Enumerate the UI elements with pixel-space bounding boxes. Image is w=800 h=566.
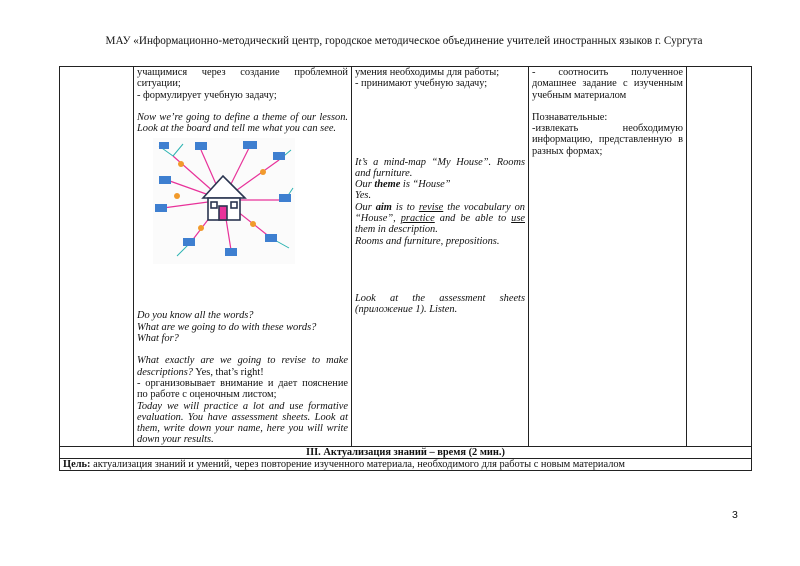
section-goal: Цель: актуализация знаний и умений, через повторение изученного материала, необходимого для работы с новым материалом (60, 459, 752, 471)
uud-line: - соотносить полученное домашнее задание с изученным учебным материалом (532, 67, 683, 101)
teacher-question-answer: What exactly are we going to revise to make descriptions? Yes, that’s right! (137, 355, 348, 378)
teacher-question: What for? (137, 333, 179, 345)
students-theme: Our theme is “House” (355, 179, 451, 191)
page-number: 3 (732, 509, 738, 521)
students-answer: Rooms and furniture, prepositions. (355, 235, 500, 247)
table-row (60, 67, 752, 447)
table-row (60, 446, 752, 458)
uud-line: -извлекать необходимую информацию, представленную в разных формах; (532, 123, 683, 157)
teacher-line: учащимися через создание проблемной ситуации; (137, 67, 348, 90)
students-yes: Yes. (355, 190, 372, 202)
students-line: - принимают учебную задачу; (355, 78, 488, 90)
students-answer: It’s a mind-map “My House”. Rooms and furniture. (355, 156, 525, 179)
teacher-today: Today we will practice a lot and use formative evaluation. You have assessment sheets. Look at them, write down your name, here you will write down your results. (137, 400, 348, 446)
students-activity-cell (352, 67, 529, 447)
notes-cell (687, 67, 752, 447)
students-aim: Our aim is to revise the vocabulary on “House”, practice and be able to use them in description. (355, 201, 526, 236)
teacher-question: Do you know all the words? (137, 310, 254, 322)
teacher-activity-cell (134, 67, 352, 447)
uud-heading: Познавательные: (532, 111, 608, 123)
students-line: умения необходимы для работы; (355, 67, 500, 78)
table-row (60, 459, 752, 471)
mind-map-image (153, 138, 295, 264)
students-answer: Look at the assessment sheets (приложение 1). Listen. (355, 292, 525, 316)
teacher-question: What are we going to do with these words? (137, 321, 317, 333)
teacher-line: - формулирует учебную задачу; (137, 89, 277, 101)
uud-cell (529, 67, 687, 447)
teacher-prompt: Now we’re going to define a theme of our lesson. Look at the board and tell me what you can see. (137, 111, 348, 135)
lesson-plan-table (59, 66, 752, 471)
teacher-instruction: - организовывает внимание и дает пояснение по работе с оценочным листом; (137, 377, 348, 401)
section-title: III. Актуализация знаний – время (2 мин.) (60, 446, 752, 458)
stage-cell (60, 67, 134, 447)
document-header: МАУ «Информационно-методический центр, городское методическое объединение учителей иностранных языков г. Сургута (105, 35, 703, 47)
